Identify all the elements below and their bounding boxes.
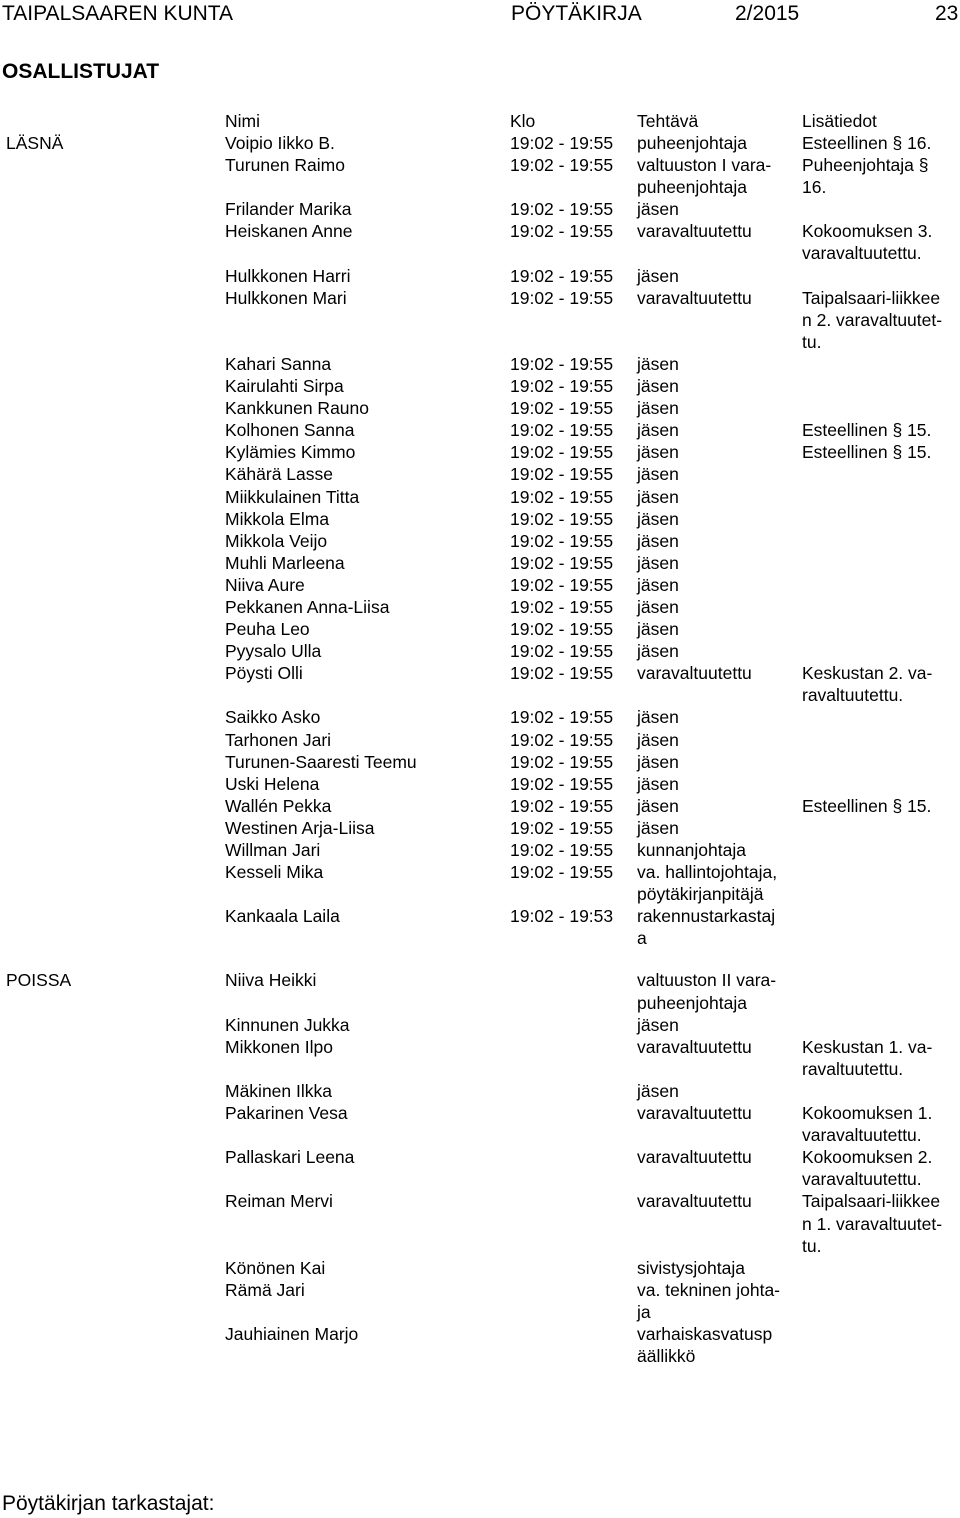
participant-name: Kähärä Lasse xyxy=(225,464,333,485)
participant-info: Keskustan 2. va- ravaltuutettu. xyxy=(802,663,933,706)
participant-row xyxy=(0,1257,960,1279)
participant-task: varavaltuutettu xyxy=(637,1036,752,1057)
participant-name: Mäkinen Ilkka xyxy=(225,1080,332,1101)
participant-name: Pallaskari Leena xyxy=(225,1147,355,1168)
participant-name: Saikko Asko xyxy=(225,707,321,728)
document-number: 2/2015 xyxy=(735,2,800,25)
participant-row xyxy=(0,1080,960,1102)
participant-task: jäsen xyxy=(637,442,679,463)
participant-name: Mikkonen Ilpo xyxy=(225,1036,333,1057)
participant-time: 19:02 - 19:55 xyxy=(510,155,614,176)
participant-name: Niiva Aure xyxy=(225,574,305,595)
participant-task: jäsen xyxy=(637,641,679,662)
participant-task: jäsen xyxy=(637,464,679,485)
participant-task: jäsen xyxy=(637,773,679,794)
participant-name: Pyysalo Ulla xyxy=(225,641,322,662)
participant-row xyxy=(0,751,960,773)
participant-task: varavaltuutettu xyxy=(637,1191,752,1212)
participant-row xyxy=(0,353,960,375)
participant-info: Kokoomuksen 1. varavaltuutettu. xyxy=(802,1103,933,1146)
participant-task: sivistysjohtaja xyxy=(637,1257,745,1278)
participant-row xyxy=(0,1279,960,1323)
participant-task: puheenjohtaja xyxy=(637,133,747,153)
footer-reviewers-label: Pöytäkirjan tarkastajat: xyxy=(2,1492,215,1515)
participant-name: Hulkkonen Mari xyxy=(225,287,347,308)
participant-name: Pakarinen Vesa xyxy=(225,1103,348,1124)
participant-row xyxy=(0,463,960,485)
participant-name: Muhli Marleena xyxy=(225,552,345,573)
participant-task: jäsen xyxy=(637,376,679,397)
participant-time: 19:02 - 19:55 xyxy=(510,817,614,838)
participant-row xyxy=(0,618,960,640)
column-header-row xyxy=(0,110,960,132)
participant-task: jäsen xyxy=(637,508,679,529)
present-group xyxy=(0,132,960,949)
participant-name: Turunen Raimo xyxy=(225,155,345,176)
participant-name: Rämä Jari xyxy=(225,1279,305,1300)
participant-info: Esteellinen § 16. xyxy=(802,133,932,153)
participant-task: va. tekninen johta- ja xyxy=(637,1279,781,1322)
participant-time: 19:02 - 19:55 xyxy=(510,287,614,308)
participant-row xyxy=(0,530,960,552)
participant-row xyxy=(0,265,960,287)
participant-name: Heiskanen Anne xyxy=(225,221,353,242)
participant-task: varavaltuutettu xyxy=(637,221,752,242)
participant-name: Kylämies Kimmo xyxy=(225,442,356,463)
participant-time: 19:02 - 19:55 xyxy=(510,221,614,242)
participant-time: 19:02 - 19:53 xyxy=(510,906,614,927)
participant-row xyxy=(0,640,960,662)
participant-row xyxy=(0,1323,960,1367)
participant-row xyxy=(0,773,960,795)
participant-task: jäsen xyxy=(637,199,679,220)
participant-row xyxy=(0,508,960,530)
participant-name: Kinnunen Jukka xyxy=(225,1014,350,1035)
participant-task: jäsen xyxy=(637,707,679,728)
participant-task: varavaltuutettu xyxy=(637,663,752,684)
participant-time: 19:02 - 19:55 xyxy=(510,574,614,595)
participant-name: Frilander Marika xyxy=(225,199,352,220)
participant-task: varavaltuutettu xyxy=(637,1103,752,1124)
participant-time: 19:02 - 19:55 xyxy=(510,862,614,883)
participant-task: jäsen xyxy=(637,552,679,573)
participant-task: jäsen xyxy=(637,486,679,507)
participant-name: Kesseli Mika xyxy=(225,862,324,883)
participant-name: Kahari Sanna xyxy=(225,353,332,374)
participant-time: 19:02 - 19:55 xyxy=(510,840,614,861)
participant-task: jäsen xyxy=(637,353,679,374)
participant-row xyxy=(0,706,960,728)
participant-name: Kankaala Laila xyxy=(225,906,340,927)
participant-info: Esteellinen § 15. xyxy=(802,442,932,463)
participant-time: 19:02 - 19:55 xyxy=(510,420,614,441)
participant-row xyxy=(0,1036,960,1080)
participant-row xyxy=(0,817,960,839)
participant-task: jäsen xyxy=(637,574,679,595)
participant-info: Esteellinen § 15. xyxy=(802,795,932,816)
participant-time: 19:02 - 19:55 xyxy=(510,133,614,153)
participant-task: valtuuston I vara- puheenjohtaja xyxy=(637,155,772,198)
participant-row xyxy=(0,132,960,154)
participant-row xyxy=(0,198,960,220)
participant-row xyxy=(0,220,960,264)
participant-task: varavaltuutettu xyxy=(637,1147,752,1168)
participant-row xyxy=(0,1014,960,1036)
column-header-info: Lisätiedot xyxy=(802,111,877,131)
participant-time: 19:02 - 19:55 xyxy=(510,265,614,286)
participant-task: valtuuston II vara- puheenjohtaja xyxy=(637,970,777,1013)
status-label: POISSA xyxy=(6,970,72,991)
absent-group xyxy=(0,969,960,1367)
participant-row xyxy=(0,905,960,949)
participant-info: Kokoomuksen 3. varavaltuutettu. xyxy=(802,221,933,264)
page-number: 23 xyxy=(935,2,959,25)
participant-name: Tarhonen Jari xyxy=(225,729,332,750)
participant-task: rakennustarkastaj a xyxy=(637,906,776,949)
participant-task: jäsen xyxy=(637,1080,679,1101)
participant-time: 19:02 - 19:55 xyxy=(510,508,614,529)
participant-task: jäsen xyxy=(637,751,679,772)
participant-info: Taipalsaari-liikkee n 2. varavaltuutet- tu. xyxy=(802,287,943,352)
participant-name: Reiman Mervi xyxy=(225,1191,333,1212)
participant-row xyxy=(0,1102,960,1146)
participant-info: Esteellinen § 15. xyxy=(802,420,932,441)
participant-task: jäsen xyxy=(637,530,679,551)
participant-time: 19:02 - 19:55 xyxy=(510,464,614,485)
organization-name: TAIPALSAAREN KUNTA xyxy=(2,2,234,25)
participant-time: 19:02 - 19:55 xyxy=(510,376,614,397)
participant-time: 19:02 - 19:55 xyxy=(510,729,614,750)
participant-name: Willman Jari xyxy=(225,840,321,861)
participant-row xyxy=(0,419,960,441)
participant-name: Pöysti Olli xyxy=(225,663,303,684)
participant-time: 19:02 - 19:55 xyxy=(510,596,614,617)
participant-time: 19:02 - 19:55 xyxy=(510,773,614,794)
participant-name: Kairulahti Sirpa xyxy=(225,376,344,397)
participant-name: Peuha Leo xyxy=(225,619,310,640)
document-type: PÖYTÄKIRJA xyxy=(511,2,642,25)
participant-time: 19:02 - 19:55 xyxy=(510,353,614,374)
participant-time: 19:02 - 19:55 xyxy=(510,707,614,728)
participant-row xyxy=(0,441,960,463)
participant-name: Hulkkonen Harri xyxy=(225,265,351,286)
participant-time: 19:02 - 19:55 xyxy=(510,751,614,772)
participant-task: jäsen xyxy=(637,1014,679,1035)
participant-time: 19:02 - 19:55 xyxy=(510,199,614,220)
participant-time: 19:02 - 19:55 xyxy=(510,663,614,684)
participant-task: jäsen xyxy=(637,398,679,419)
participant-row xyxy=(0,1146,960,1190)
participant-task: va. hallintojohtaja, pöytäkirjanpitäjä xyxy=(637,862,778,905)
participant-row xyxy=(0,596,960,618)
column-header-name: Nimi xyxy=(225,111,260,131)
participant-task: jäsen xyxy=(637,596,679,617)
participant-row xyxy=(0,397,960,419)
participant-time: 19:02 - 19:55 xyxy=(510,398,614,419)
participant-row xyxy=(0,574,960,596)
participant-row xyxy=(0,552,960,574)
participant-row xyxy=(0,287,960,353)
participant-name: Niiva Heikki xyxy=(225,970,317,991)
participant-name: Miikkulainen Titta xyxy=(225,486,360,507)
column-header-time: Klo xyxy=(510,111,536,131)
participant-name: Jauhiainen Marjo xyxy=(225,1324,359,1344)
section-title: OSALLISTUJAT xyxy=(2,60,160,83)
participant-task: jäsen xyxy=(637,817,679,838)
participant-name: Uski Helena xyxy=(225,773,320,794)
participant-task: jäsen xyxy=(637,795,679,816)
participant-time: 19:02 - 19:55 xyxy=(510,442,614,463)
participant-task: kunnanjohtaja xyxy=(637,840,746,861)
participant-name: Mikkola Veijo xyxy=(225,530,328,551)
participant-row xyxy=(0,839,960,861)
participant-info: Puheenjohtaja § 16. xyxy=(802,155,929,198)
participant-name: Könönen Kai xyxy=(225,1257,326,1278)
participant-time: 19:02 - 19:55 xyxy=(510,619,614,640)
participant-name: Kolhonen Sanna xyxy=(225,420,355,441)
participant-task: jäsen xyxy=(637,729,679,750)
participant-task: varhaiskasvatusp äällikkö xyxy=(637,1324,773,1367)
participant-row xyxy=(0,375,960,397)
participant-name: Turunen-Saaresti Teemu xyxy=(225,751,417,772)
participant-row xyxy=(0,486,960,508)
participant-task: jäsen xyxy=(637,420,679,441)
participant-name: Mikkola Elma xyxy=(225,508,330,529)
participant-time: 19:02 - 19:55 xyxy=(510,552,614,573)
participant-task: jäsen xyxy=(637,619,679,640)
participant-row xyxy=(0,662,960,706)
participant-row xyxy=(0,729,960,751)
participant-time: 19:02 - 19:55 xyxy=(510,486,614,507)
participant-name: Westinen Arja-Liisa xyxy=(225,817,375,838)
participant-name: Voipio Iikko B. xyxy=(225,133,335,153)
participant-name: Wallén Pekka xyxy=(225,795,332,816)
participant-row xyxy=(0,969,960,1013)
participant-time: 19:02 - 19:55 xyxy=(510,641,614,662)
participant-info: Kokoomuksen 2. varavaltuutettu. xyxy=(802,1147,933,1190)
column-header-task: Tehtävä xyxy=(637,111,699,131)
participant-row xyxy=(0,861,960,905)
participant-time: 19:02 - 19:55 xyxy=(510,795,614,816)
participant-name: Pekkanen Anna-Liisa xyxy=(225,596,390,617)
participant-name: Kankkunen Rauno xyxy=(225,398,369,419)
participant-task: jäsen xyxy=(637,265,679,286)
participant-row xyxy=(0,1190,960,1256)
participant-info: Taipalsaari-liikkee n 1. varavaltuutet- tu. xyxy=(802,1191,943,1256)
participant-row xyxy=(0,795,960,817)
participant-task: varavaltuutettu xyxy=(637,287,752,308)
group-spacer xyxy=(0,949,960,969)
status-label: LÄSNÄ xyxy=(6,133,64,153)
participants-table xyxy=(0,110,960,1367)
participant-info: Keskustan 1. va- ravaltuutettu. xyxy=(802,1036,933,1079)
participant-row xyxy=(0,154,960,198)
participant-time: 19:02 - 19:55 xyxy=(510,530,614,551)
